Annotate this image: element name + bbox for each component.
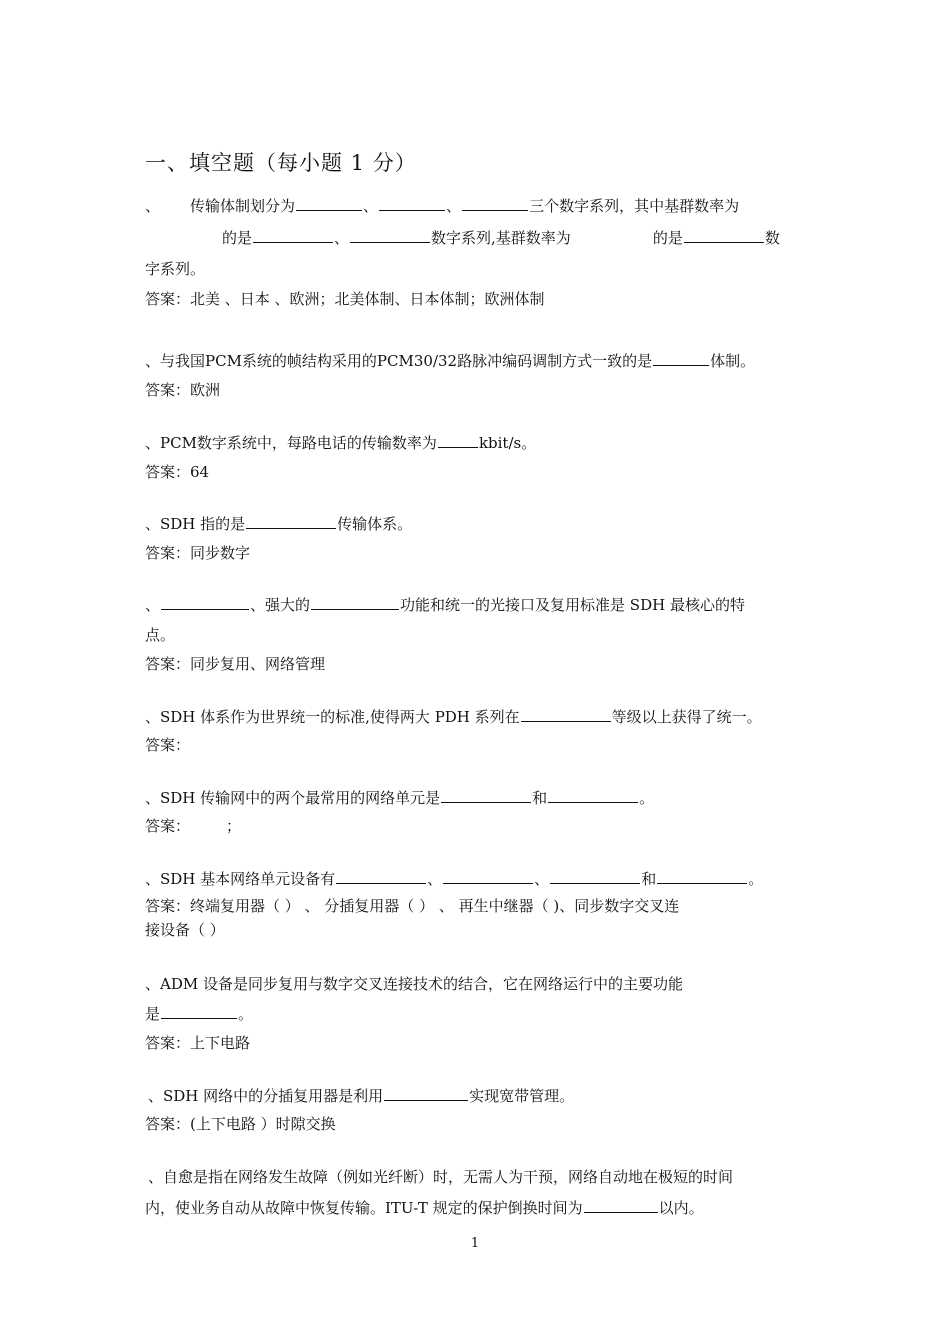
question-1-line-2 (222, 228, 780, 248)
question-3 (145, 433, 536, 453)
question-4 (145, 514, 412, 534)
answer-7 (145, 816, 241, 836)
blank (384, 1086, 468, 1101)
answer-8-line-1: 答案：终端复用器（ ） 、 分插复用器（ ） 、 再生中继器（ )、同步数字交叉连 (145, 897, 680, 915)
blank (462, 196, 528, 211)
q4-text: 、SDH 指的是 (145, 515, 246, 533)
answer-10: 答案：(上下电路 ）时隙交换 (145, 1115, 336, 1133)
q7-tail: 。 (639, 789, 655, 807)
q9-text2: 是 (145, 1005, 161, 1023)
blank (584, 1198, 658, 1213)
q8-mid: 和 (641, 870, 657, 888)
question-2 (145, 351, 755, 371)
answer-7-label: 答案： (145, 817, 191, 835)
blank (311, 595, 399, 610)
q5-text-b: 、强大的 (250, 596, 311, 614)
answer-9: 答案：上下电路 (145, 1034, 251, 1052)
q8-sep: 、 (534, 870, 550, 888)
blank (443, 869, 533, 884)
q1-sep: 、 (334, 229, 350, 247)
q9-tail: 。 (238, 1005, 254, 1023)
answer-7-tail: ； (226, 817, 242, 835)
q3-tail: kbit/s。 (478, 434, 537, 452)
blank (684, 228, 764, 243)
answer-2: 答案：欧洲 (145, 381, 221, 399)
q1-text-e: 的是 (652, 229, 683, 247)
q7-mid: 和 (532, 789, 548, 807)
q1-text-b: 三个数字系列，其中基群数率为 (529, 197, 740, 215)
q4-tail: 传输体系。 (337, 515, 413, 533)
q10-text: 、SDH 网络中的分插复用器是利用 (148, 1087, 384, 1105)
q1-text-d: 数字系列,基群数率为 (431, 229, 571, 247)
question-9-line-1: 、ADM 设备是同步复用与数字交叉连接技术的结合，它在网络运行中的主要功能 (145, 975, 683, 993)
blank (296, 196, 362, 211)
question-6 (145, 707, 762, 727)
q1-prefix: 、 (145, 197, 161, 215)
q1-text-f: 数 (764, 229, 780, 247)
q8-text: 、SDH 基本网络单元设备有 (145, 870, 336, 888)
q10-tail: 实现宽带管理。 (469, 1087, 575, 1105)
answer-1: 答案：北美 、日本 、欧洲；北美体制、日本体制；欧洲体制 (145, 290, 545, 308)
question-11-line-1: 、自愈是指在网络发生故障（例如光纤断）时，无需人为干预，网络自动地在极短的时间 (148, 1168, 734, 1186)
q6-tail: 等级以上获得了统一。 (611, 708, 762, 726)
blank (657, 869, 747, 884)
blank (350, 228, 430, 243)
q2-tail: 体制。 (710, 352, 756, 370)
blank (161, 595, 249, 610)
question-10 (148, 1086, 574, 1106)
section-title: 一、填空题（每小题 1 分） (145, 151, 417, 175)
blank (253, 228, 333, 243)
blank (246, 514, 336, 529)
q8-sep: 、 (427, 870, 443, 888)
q1-text-a: 传输体制划分为 (190, 197, 296, 215)
q1-sep: 、 (363, 197, 379, 215)
q3-text: 、PCM数字系统中，每路电话的传输数率为 (145, 434, 437, 452)
question-5-line-2: 点。 (145, 626, 176, 644)
blank (653, 351, 709, 366)
q11-text2: 内，使业务自动从故障中恢复传输。ITU-T 规定的保护倒换时间为 (145, 1199, 583, 1217)
blank (161, 1004, 237, 1019)
question-9-line-2 (145, 1004, 253, 1024)
question-11-line-2 (145, 1198, 704, 1218)
q1-sep: 、 (446, 197, 462, 215)
answer-4: 答案：同步数字 (145, 544, 251, 562)
blank (521, 707, 611, 722)
q1-text-c: 的是 (222, 229, 253, 247)
blank (438, 433, 478, 448)
q2-text: 、与我国PCM系统的帧结构采用的PCM30/32路脉冲编码调制方式一致的是 (145, 352, 653, 370)
blank (550, 869, 640, 884)
answer-5: 答案：同步复用、网络管理 (145, 655, 326, 673)
question-7 (145, 788, 654, 808)
q7-text: 、SDH 传输网中的两个最常用的网络单元是 (145, 789, 441, 807)
question-1-line-3: 字系列。 (145, 260, 206, 278)
question-5-line-1 (145, 595, 745, 615)
blank (441, 788, 531, 803)
blank (548, 788, 638, 803)
q8-tail: 。 (748, 870, 764, 888)
blank (379, 196, 445, 211)
q5-text-c: 功能和统一的光接口及复用标准是 SDH 最核心的特 (400, 596, 745, 614)
question-8 (145, 869, 763, 889)
answer-3: 答案：64 (145, 463, 210, 481)
answer-6: 答案： (145, 736, 191, 754)
q5-text-a: 、 (145, 596, 161, 614)
question-1-line-1 (145, 196, 739, 216)
q11-tail: 以内。 (658, 1199, 704, 1217)
page-number: 1 (470, 1236, 480, 1251)
q6-text: 、SDH 体系作为世界统一的标准,使得两大 PDH 系列在 (145, 708, 520, 726)
answer-8-line-2: 接设备（ ） (145, 921, 225, 939)
blank (336, 869, 426, 884)
